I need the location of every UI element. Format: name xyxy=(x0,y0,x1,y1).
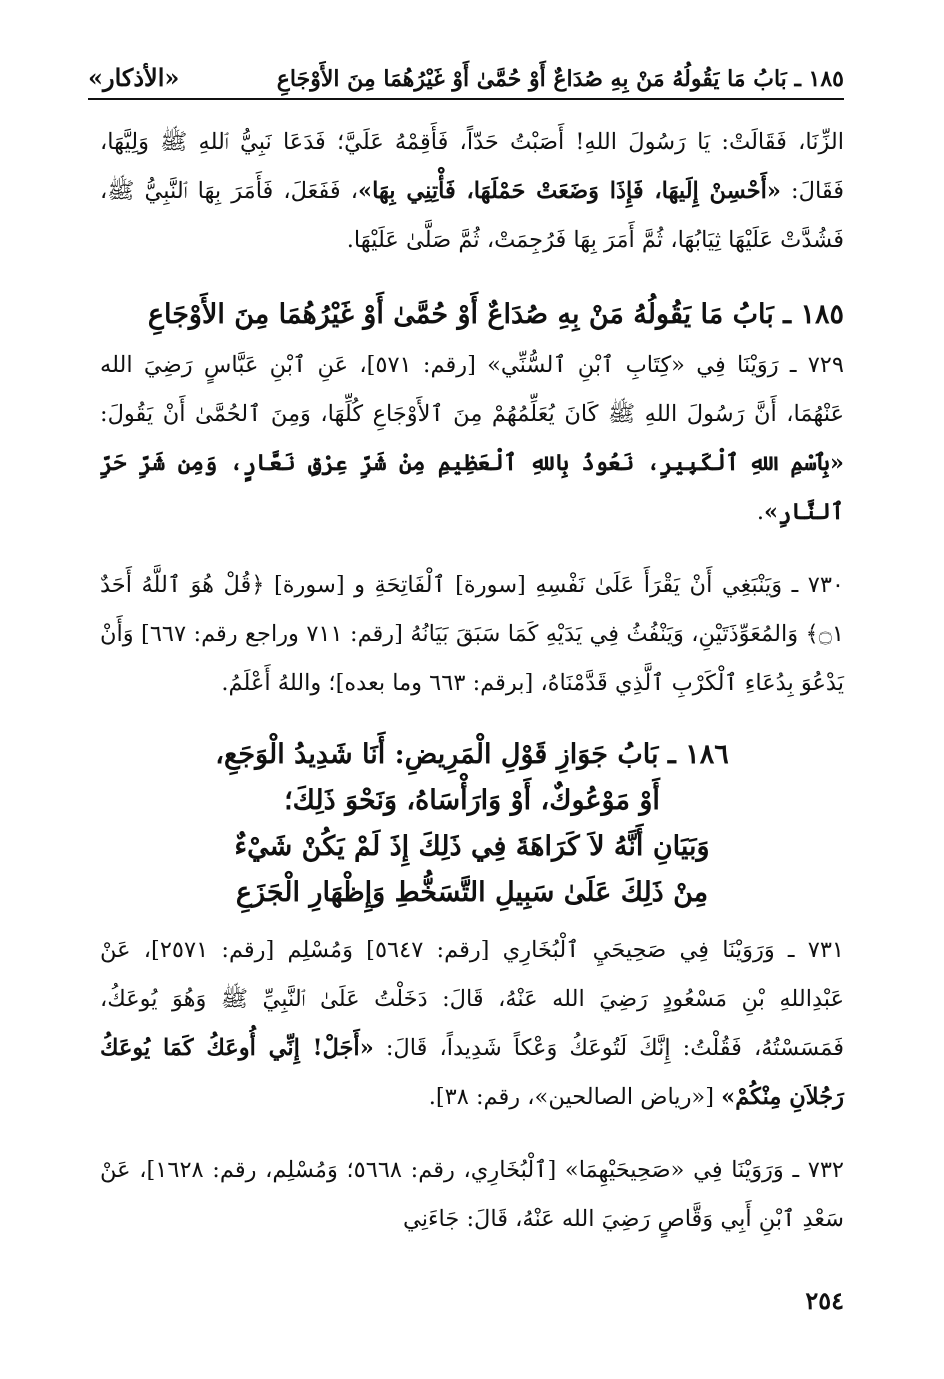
running-header xyxy=(88,52,844,100)
chapter-186-heading-line-2: أَوْ مَوْعُوكٌ، أَوْ وَارَأْسَاهُ، وَنَحْوَ ذَلِكَ؛ xyxy=(284,785,660,816)
hadith-729 xyxy=(100,341,844,537)
previous-hadith-quote: «أَحْسِنْ إِلَيهَا، فَإِذَا وَضَعَتْ حَمْلَهَا، فَأْتِنِي بِهَا» xyxy=(358,178,781,204)
hadith-729-text: ٧٢٩ ـ رَوَيْنَا فِي «كِتَابِ ٱبْنِ ٱلسُّنِّي» [رقم: ٥٧١]، عَنِ ٱبْنِ عَبَّاسٍ رَضِيَ الله عَنْهُمَا، أَنَّ رَسُولَ اللهِ ﷺ كَانَ يُعَلِّمُهُمْ مِنَ ٱلأَوْجَاعِ كُلِّهَا، وَمِنَ ٱلحُمَّىٰ أَنْ يَقُولَ: xyxy=(100,352,844,427)
hadith-731-quote: «أَجَلْ! إِنِّي أُوعَكُ كَمَا يُوعَكُ رَجُلاَنِ مِنْكُمْ» xyxy=(100,1035,844,1110)
previous-hadith-ending: ، فَفَعَلَ، فَأَمَرَ بِهَا ٱلنَّبِيُّ ﷺ، فَشُدَّتْ عَلَيْهَا ثِيَابُهَا، ثُمَّ أَمَرَ بِهَا فَرُجِمَتْ، ثُمَّ صَلَّىٰ عَلَيْهَا. xyxy=(100,178,844,253)
previous-hadith-text: الزِّنَا، فَقَالَتْ: يَا رَسُولَ اللهِ! أَصَبْتُ حَدّاً، فَأَقِمْهُ عَلَيَّ؛ فَدَعَا نَبِيُّ ٱللهِ ﷺ وَلِيَّهَا، فَقَالَ: xyxy=(100,129,844,204)
hadith-730: ٧٣٠ ـ وَيَنْبَغِي أَنْ يَقْرَأَ عَلَىٰ نَفْسِهِ [سورة] ٱلْفَاتِحَةِ و [سورة] ﴿قُلْ هُوَ ٱللَّهُ أَحَدٌ ۝١﴾ وَالمُعَوِّذَتَيْنِ، وَيَنْفُثُ فِي يَدَيْهِ كَمَا سَبَقَ بَيَانُهُ [رقم: ٧١١ وراجع رقم: ٦٦٧] وَأَنْ يَدْعُوَ بِدُعَاءِ ٱلْكَرْبِ ٱلَّذِي قَدَّمْنَاهُ، [برقم: ٦٦٣ وما بعده]؛ واللهُ أَعْلَمُ. xyxy=(100,572,844,696)
header-chapter-title: ١٨٥ ـ بَابُ مَا يَقُولُهُ مَنْ بِهِ صُدَاعٌ أَوْ حُمَّىٰ أَوْ غَيْرُهُمَا مِنَ الأَوْجَاعِ xyxy=(276,66,844,92)
hadith-731-text: ٧٣١ ـ وَرَوَيْنَا فِي صَحِيحَيِ ٱلْبُخَارِي [رقم: ٥٦٤٧] وَمُسْلِم [رقم: ٢٥٧١]، عَنْ عَبْدِاللهِ بْنِ مَسْعُودٍ رَضِيَ الله عَنْهُ، قَالَ: دَخَلْتُ عَلَىٰ ٱلنَّبِيِّ ﷺ وَهُوَ يُوعَكُ، فَمَسَسْتُهُ، فَقُلْتُ: إِنَّكَ لَتُوعَكُ وَعْكاً شَدِيداً، قَالَ: xyxy=(100,937,845,1061)
hadith-732: ٧٣٢ ـ وَرَوَيْنَا فِي «صَحِيحَيْهِمَا» [ٱلْبُخَارِي، رقم: ٥٦٦٨؛ وَمُسْلِم، رقم: ١٦٢٨]، عَنْ سَعْدِ ٱبْنِ أَبِي وَقَّاصٍ رَضِيَ الله عَنْهُ، قَالَ: جَاءَنِي xyxy=(100,1157,844,1232)
page-number: ٢٥٤ xyxy=(805,1286,844,1315)
hadith-729-dua: «بِٱسْمِ اللهِ ٱلْكَبِيرِ، نَعُوذُ بِاللهِ ٱلْعَظِيمِ مِنْ شَرِّ عِرْقٍ نَعَّارٍ، وَمِن شَرِّ حَرِّ ٱلنَّارِ» xyxy=(100,450,844,525)
chapter-186-heading-line-4: مِنْ ذَلِكَ عَلَىٰ سَبِيلِ التَّسَخُّطِ وَإِظْهَارِ الْجَزَعِ xyxy=(235,877,709,908)
page-content xyxy=(100,118,844,1244)
hadith-729-end: . xyxy=(756,499,765,525)
chapter-186-heading-line-3: وَبَيَانِ أَنَّهُ لاَ كَرَاهَةَ فِي ذَلِكَ إِذَ لَمْ يَكُنْ شَيْءٌ xyxy=(234,831,710,862)
chapter-185-heading: ١٨٥ ـ بَابُ مَا يَقُولُهُ مَنْ بِهِ صُدَاعٌ أَوْ حُمَّىٰ أَوْ غَيْرُهُمَا مِنَ الأَوْجَاعِ xyxy=(147,299,844,330)
hadith-731-end: [«رياض الصالحين»، رقم: ٣٨]. xyxy=(428,1084,722,1110)
hadith-731 xyxy=(100,926,844,1122)
previous-hadith-paragraph xyxy=(100,118,844,265)
header-book-name: «الأذكار» xyxy=(88,63,180,92)
chapter-186-heading-line-1: ١٨٦ ـ بَابُ جَوَازِ قَوْلِ الْمَرِيضِ: أَنَا شَدِيدُ الْوَجَعِ، xyxy=(215,739,729,770)
